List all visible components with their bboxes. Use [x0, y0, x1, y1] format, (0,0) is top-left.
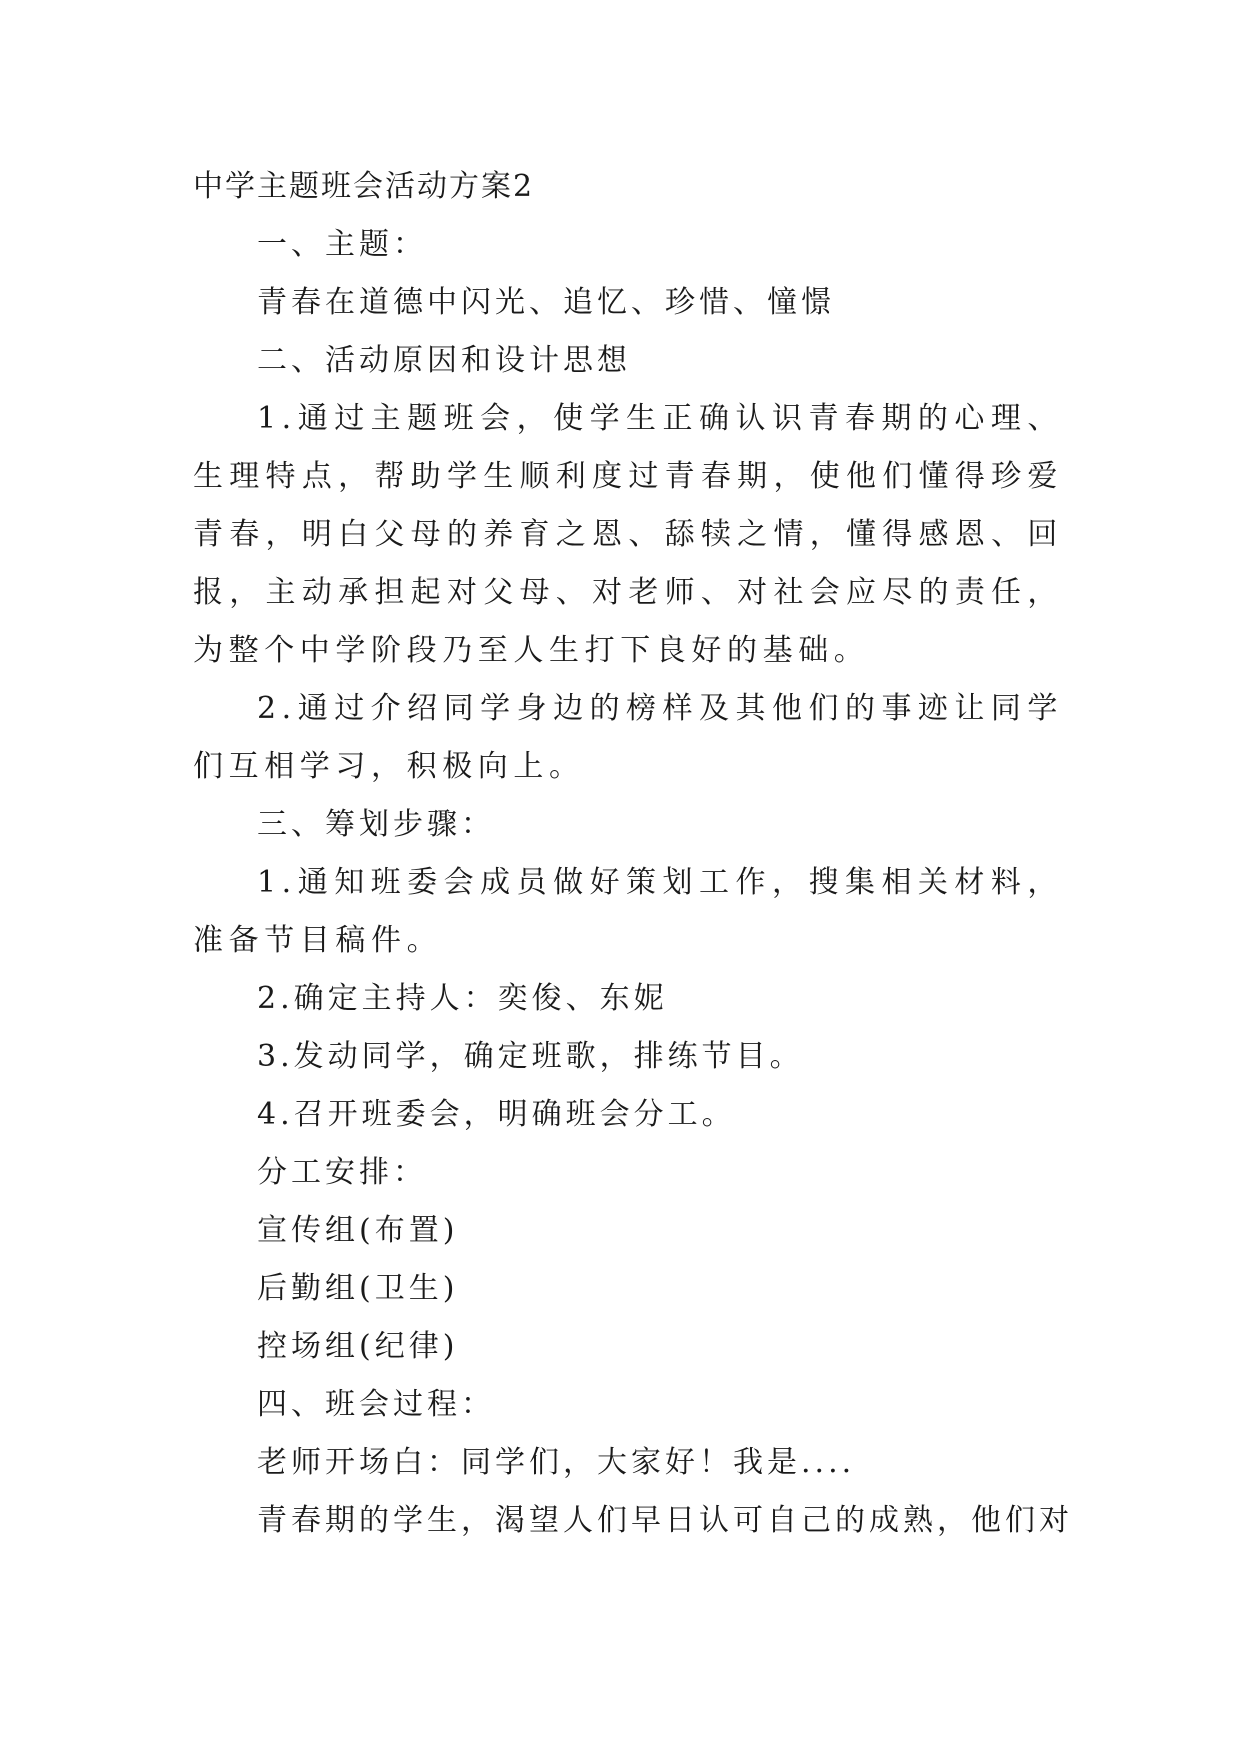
reason-paragraph-2: 2.通过介绍同学身边的榜样及其他们的事迹让同学们互相学习，积极向上。 — [193, 691, 1063, 784]
division-item-logistics: 后勤组(卫生) — [257, 1271, 459, 1306]
division-heading: 分工安排： — [257, 1155, 427, 1190]
closing-text: 青春期的学生，渴望人们早日认可自己的成熟，他们对 — [257, 1503, 1073, 1538]
step-item-2: 2.确定主持人：奕俊、东妮 — [257, 981, 668, 1016]
document-body — [193, 158, 1073, 1550]
theme-text: 青春在道德中闪光、追忆、珍惜、憧憬 — [257, 285, 835, 320]
step-item-3: 3.发动同学，确定班歌，排练节目。 — [257, 1039, 804, 1074]
section-heading-process: 四、班会过程： — [257, 1387, 495, 1422]
section-heading-theme: 一、主题： — [257, 227, 427, 262]
step-paragraph-1: 1.通知班委会成员做好策划工作，搜集相关材料，准备节目稿件。 — [193, 865, 1063, 958]
section-heading-steps: 三、筹划步骤： — [257, 807, 495, 842]
reason-paragraph-1: 1.通过主题班会，使学生正确认识青春期的心理、生理特点，帮助学生顺利度过青春期，使他们懂得珍爱青春，明白父母的养育之恩、舔犊之情，懂得感恩、回报，主动承担起对父母、对老师、对社会应尽的责任，为整个中学阶段乃至人生打下良好的基础。 — [193, 401, 1063, 668]
document-title: 中学主题班会活动方案2 — [193, 169, 535, 204]
section-heading-reason: 二、活动原因和设计思想 — [257, 343, 631, 378]
step-item-4: 4.召开班委会，明确班会分工。 — [257, 1097, 736, 1132]
teacher-opening: 老师开场白：同学们，大家好！我是.... — [257, 1445, 856, 1480]
division-item-discipline: 控场组(纪律) — [257, 1329, 459, 1364]
division-item-publicity: 宣传组(布置) — [257, 1213, 459, 1248]
